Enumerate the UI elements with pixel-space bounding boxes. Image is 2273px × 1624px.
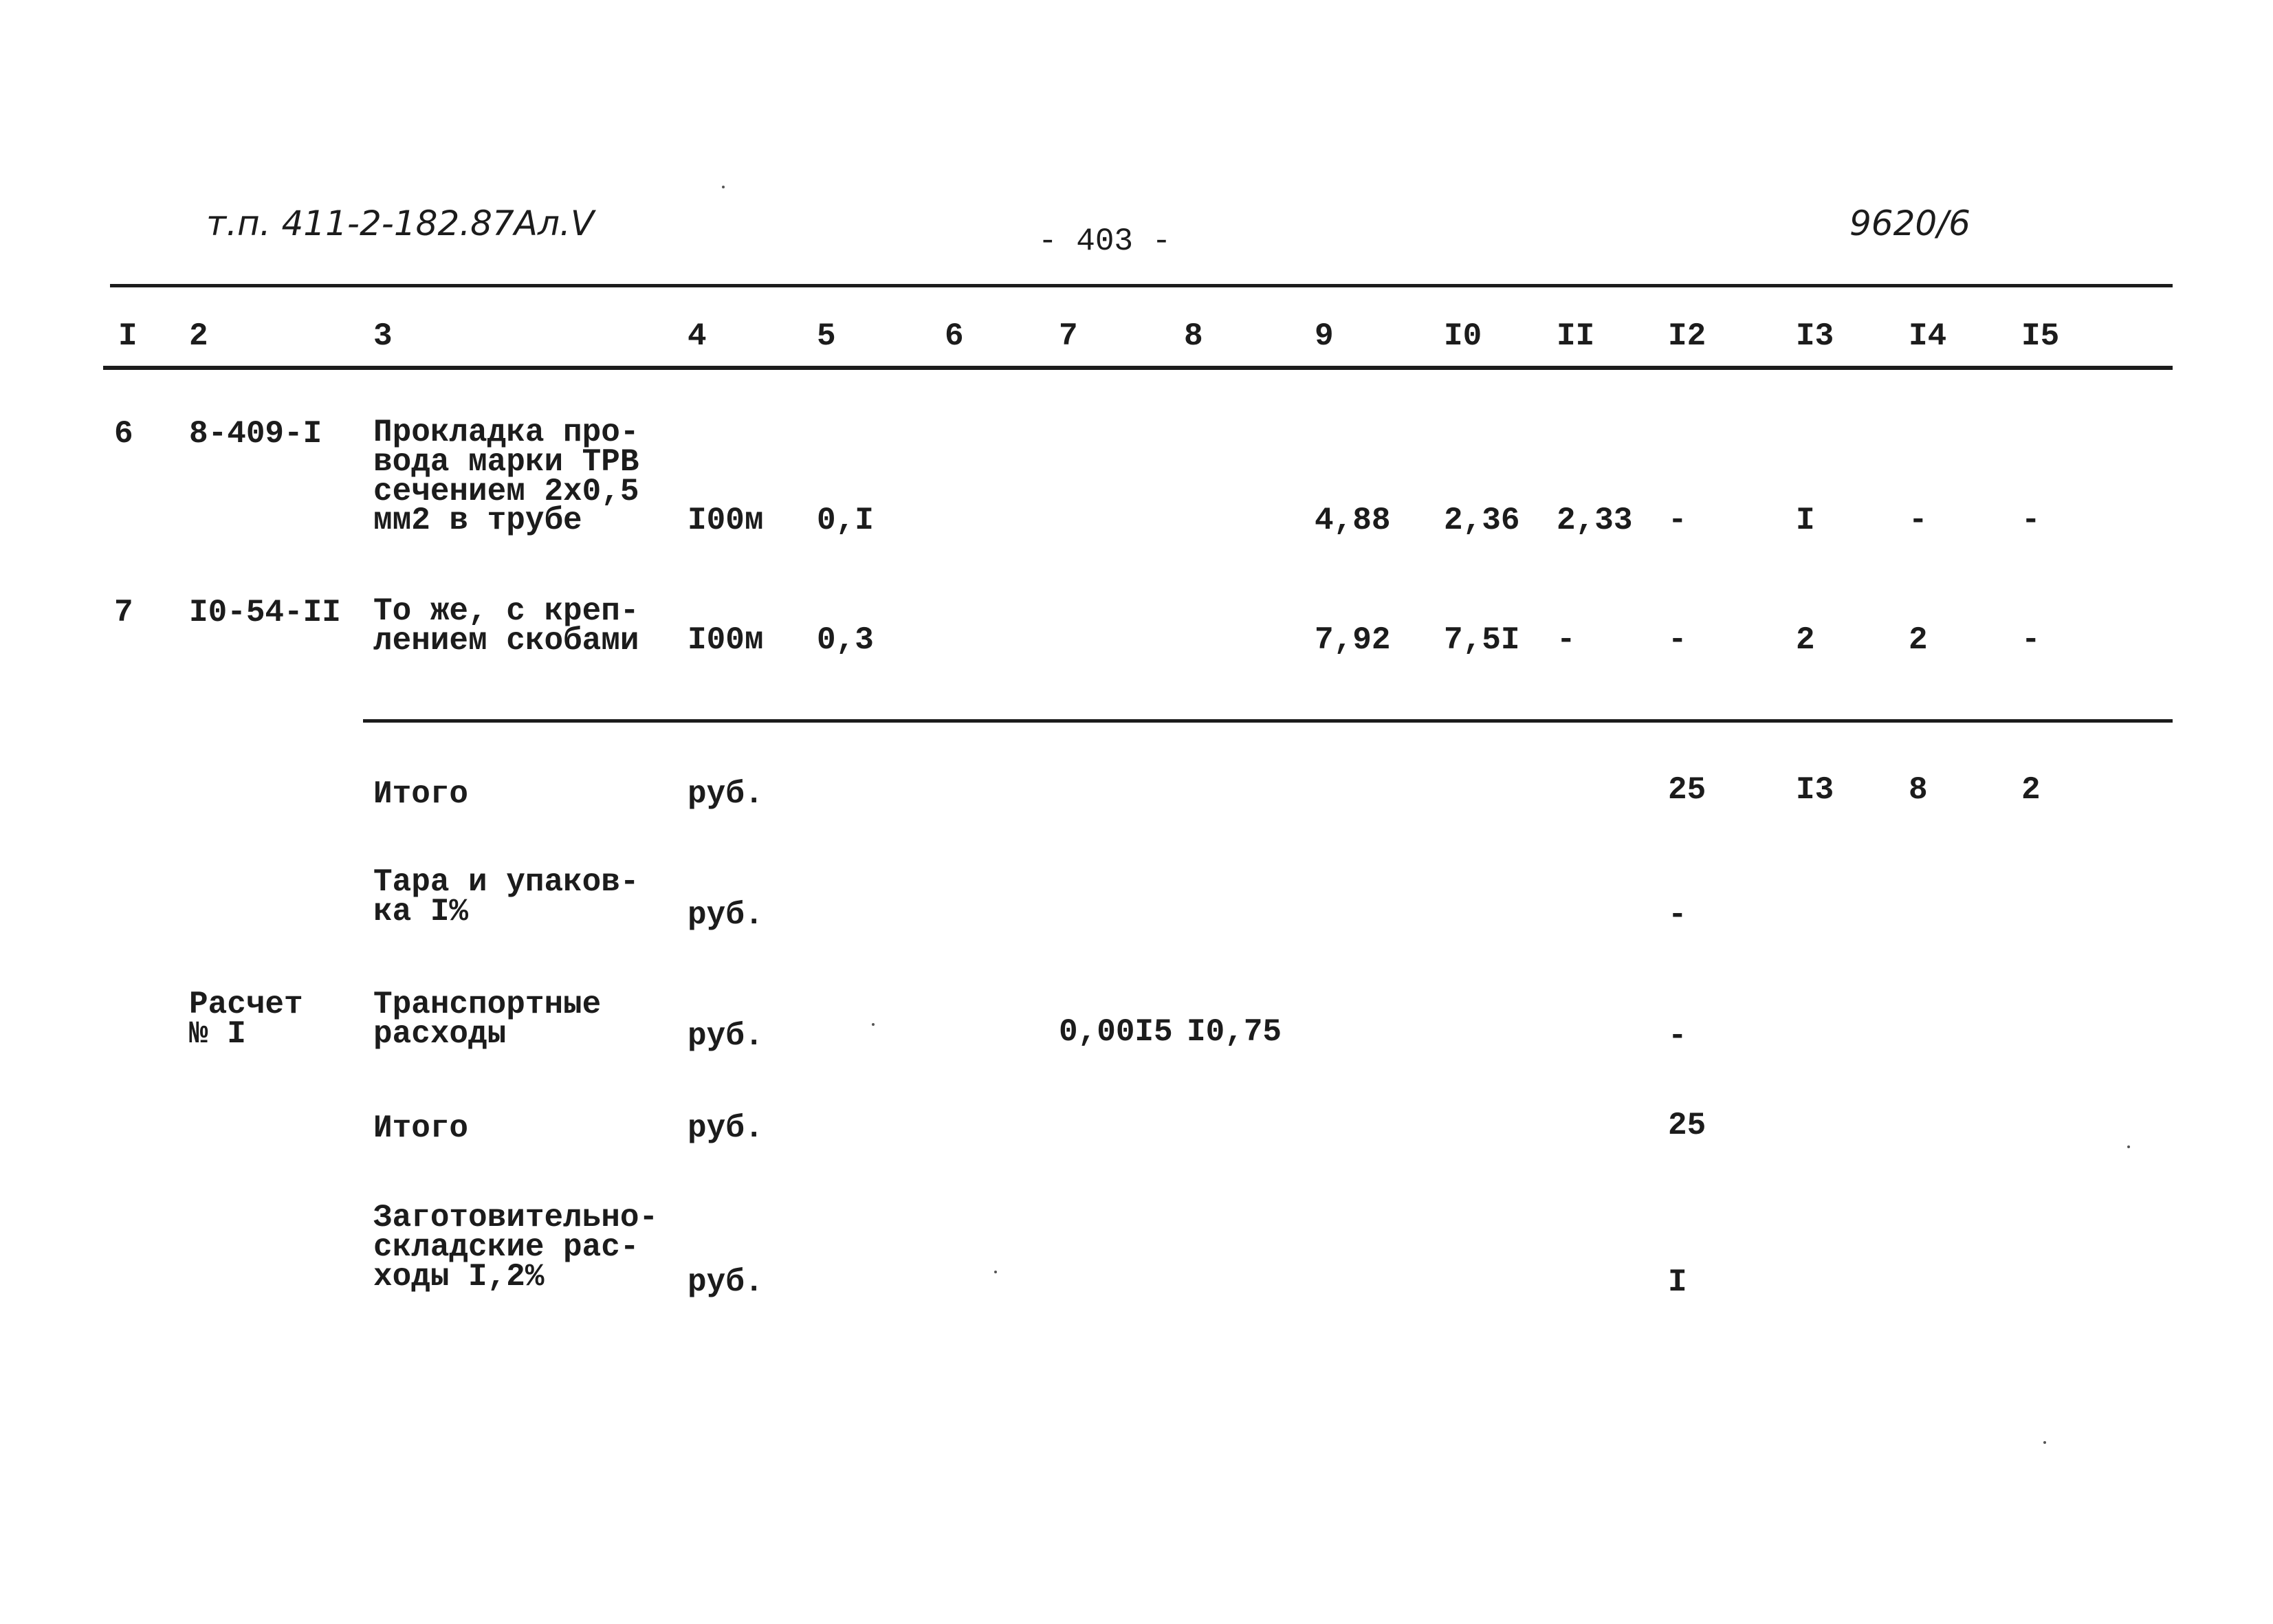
cell-col11: 2,33 bbox=[1557, 503, 1633, 538]
column-header: 5 bbox=[817, 318, 836, 354]
unit: руб. bbox=[688, 1264, 764, 1300]
row-number: 6 bbox=[114, 416, 133, 452]
cell-col9: 4,88 bbox=[1315, 503, 1391, 538]
scan-speck bbox=[2043, 1441, 2046, 1444]
cell-col10: 2,36 bbox=[1444, 503, 1520, 538]
scan-speck bbox=[2127, 1145, 2130, 1148]
unit: руб. bbox=[688, 897, 764, 933]
cell-col14: 2 bbox=[1909, 622, 1928, 658]
cell-col14: 8 bbox=[1909, 772, 1928, 808]
quantity: 0,I bbox=[817, 503, 874, 538]
summary-label: Заготовительно- складские рас- ходы I,2% bbox=[373, 1200, 659, 1295]
archive-stamp-number: 9620/6 bbox=[1849, 204, 1970, 243]
column-header: 9 bbox=[1315, 318, 1334, 354]
cell-col12: - bbox=[1668, 1018, 1687, 1054]
cell-col12: I bbox=[1668, 1264, 1687, 1300]
column-header: 6 bbox=[945, 318, 964, 354]
cell-col13: I bbox=[1796, 503, 1815, 538]
cell-col14: - bbox=[1909, 503, 1928, 538]
column-header: I3 bbox=[1796, 318, 1834, 354]
summary-label: Тара и упаков- ка I% bbox=[373, 864, 639, 930]
summary-label: Транспортные расходы bbox=[373, 987, 602, 1052]
scan-speck bbox=[722, 186, 725, 188]
scan-speck bbox=[872, 1023, 875, 1026]
cell-col8: I0,75 bbox=[1187, 1014, 1282, 1050]
unit: руб. bbox=[688, 1018, 764, 1054]
quantity: 0,3 bbox=[817, 622, 874, 658]
rate-code: I0-54-II bbox=[189, 595, 341, 630]
row-number: 7 bbox=[114, 595, 133, 630]
cell-col15: - bbox=[2021, 503, 2041, 538]
cell-col9: 7,92 bbox=[1315, 622, 1391, 658]
unit: руб. bbox=[688, 776, 764, 812]
page-number: - 403 - bbox=[1038, 223, 1172, 259]
scan-speck bbox=[994, 1271, 997, 1273]
cell-col7: 0,00I5 bbox=[1059, 1014, 1173, 1050]
cell-col15: 2 bbox=[2021, 772, 2041, 808]
cell-col13: I3 bbox=[1796, 772, 1834, 808]
header-bottom-rule bbox=[103, 366, 2173, 370]
work-description: Прокладка про- вода марки ТРВ сечением 2х0,5 мм2 в трубе bbox=[373, 415, 639, 539]
unit: руб. bbox=[688, 1110, 764, 1146]
unit: I00м bbox=[688, 622, 764, 658]
column-header: I0 bbox=[1444, 318, 1482, 354]
calculation-reference: Расчет № I bbox=[189, 987, 303, 1052]
rate-code: 8-409-I bbox=[189, 416, 322, 452]
subtotal-rule bbox=[363, 719, 2173, 723]
work-description: То же, с креп- лением скобами bbox=[373, 593, 639, 659]
cell-col12: - bbox=[1668, 503, 1687, 538]
cell-col13: 2 bbox=[1796, 622, 1815, 658]
cell-col12: 25 bbox=[1668, 1108, 1706, 1143]
cell-col12: - bbox=[1668, 897, 1687, 933]
summary-label: Итого bbox=[373, 776, 469, 812]
column-header: II bbox=[1557, 318, 1595, 354]
unit: I00м bbox=[688, 503, 764, 538]
header-top-rule bbox=[110, 284, 2173, 287]
column-header: 7 bbox=[1059, 318, 1078, 354]
column-header: 4 bbox=[688, 318, 707, 354]
column-header: 2 bbox=[189, 318, 208, 354]
cell-col12: 25 bbox=[1668, 772, 1706, 808]
column-header: I2 bbox=[1668, 318, 1706, 354]
cell-col12: - bbox=[1668, 622, 1687, 658]
column-header: 8 bbox=[1184, 318, 1203, 354]
column-header: I5 bbox=[2021, 318, 2060, 354]
column-header: I bbox=[118, 318, 138, 354]
column-header: I4 bbox=[1909, 318, 1947, 354]
document-reference: т.п. 411-2-182.87Ал.V bbox=[206, 204, 595, 243]
column-header: 3 bbox=[373, 318, 393, 354]
cell-col11: - bbox=[1557, 622, 1576, 658]
cell-col15: - bbox=[2021, 622, 2041, 658]
summary-label: Итого bbox=[373, 1110, 469, 1146]
cell-col10: 7,5I bbox=[1444, 622, 1520, 658]
